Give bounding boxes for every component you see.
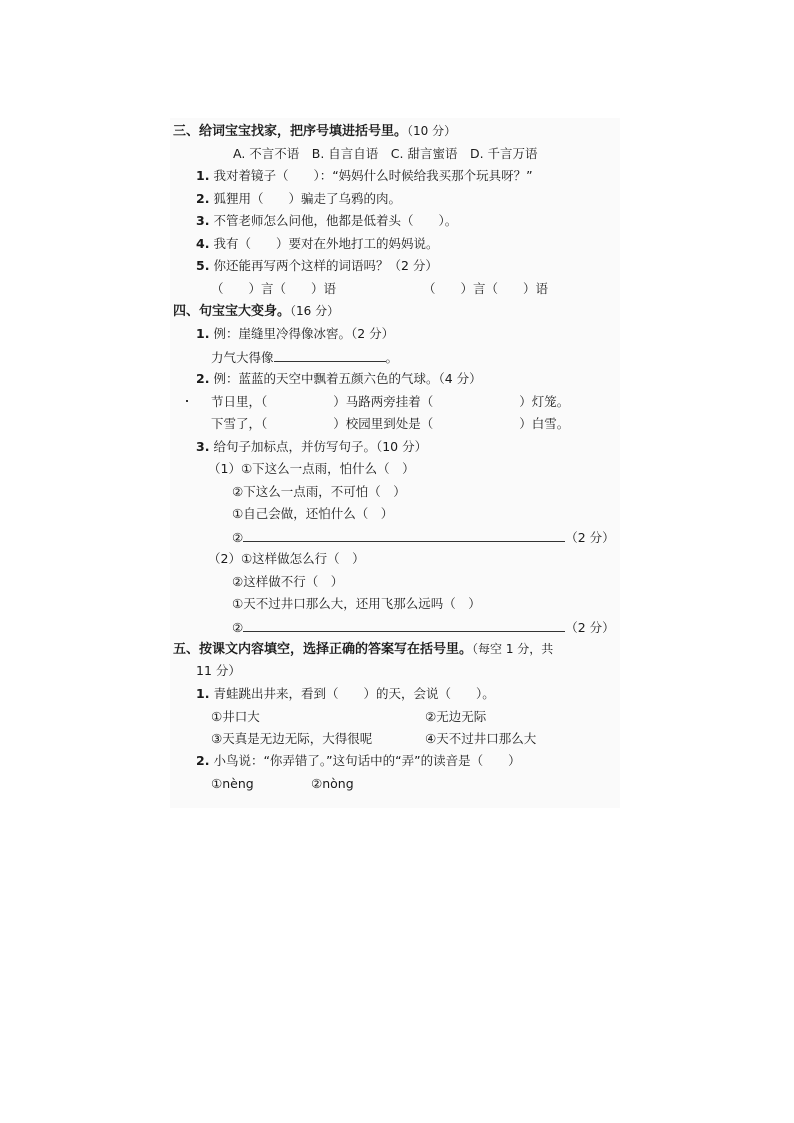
s5-q2-text: 小鸟说：“你弄错了。”这句话中的“弄”的读音是（ ） xyxy=(213,753,521,768)
section-5-heading: 五、按课文内容填空，选择正确的答案写在括号里。 xyxy=(173,642,473,657)
s4-p1-line-1: （1）①下这么一点雨，怕什么（ ） xyxy=(208,461,415,476)
s5-option-4: ④天不过井口那么大 xyxy=(425,731,537,746)
s4-q2-b-part1: 下雪了，（ xyxy=(211,416,268,431)
section-3-heading: 三、给词宝宝找家，把序号填进括号里。 xyxy=(173,124,408,139)
s4-q1-number: 1. xyxy=(196,326,210,341)
s4-q1-suffix: 。 xyxy=(385,350,399,365)
s4-q2-a-part2: ）马路两旁挂着（ xyxy=(333,394,434,409)
s4-q2-line-b xyxy=(211,416,569,432)
s3-question-5 xyxy=(196,258,438,274)
s3-q3-number: 3. xyxy=(196,213,210,228)
s4-q3-number: 3. xyxy=(196,439,210,454)
s4-q1-prefix: 力气大得像 xyxy=(211,350,274,365)
answer-underline xyxy=(274,349,386,362)
s4-q3-text: 给句子加标点，并仿写句子。（10 分） xyxy=(213,439,428,454)
section-3-options: A. 不言不语 B. 自言自语 C. 甜言蜜语 D. 千言万语 xyxy=(233,146,538,161)
s4-p1-marker: ② xyxy=(232,530,244,545)
s4-question-3 xyxy=(196,439,427,455)
s4-q2-a-part1: 节日里，（ xyxy=(211,394,268,409)
s4-p1-line-2: ②下这么一点雨，不可怕（ ） xyxy=(232,484,406,499)
s4-p1-points: （2 分） xyxy=(565,530,615,545)
s3-question-2 xyxy=(196,191,401,207)
s3-q5-answer-a: （ ）言（ ）语 xyxy=(211,281,337,296)
s4-p1-line-4 xyxy=(232,529,615,546)
s4-p1-line-3: ①自己会做，还怕什么（ ） xyxy=(232,506,394,521)
s5-option-2: ②无边无际 xyxy=(425,709,487,724)
s3-q2-number: 2. xyxy=(196,191,210,206)
s4-p2-line-4 xyxy=(232,619,615,636)
s4-q2-text: 例：蓝蓝的天空中飘着五颜六色的气球。（4 分） xyxy=(213,371,482,386)
section-4-title xyxy=(173,303,339,320)
s3-q5-text: 你还能再写两个这样的词语吗？（2 分） xyxy=(213,258,438,273)
s5-q1-text: 青蛙跳出井来，看到（ ）的天，会说（ ）。 xyxy=(213,686,495,701)
s3-q3-text: 不管老师怎么问他，他都是低着头（ ）。 xyxy=(213,213,458,228)
section-5-points-cont: 11 分） xyxy=(196,663,241,678)
s5-question-1 xyxy=(196,686,495,702)
s4-p2-points: （2 分） xyxy=(565,620,615,635)
s5-q1-number: 1. xyxy=(196,686,210,701)
s3-question-1 xyxy=(196,168,533,184)
s4-question-2 xyxy=(196,371,482,387)
s4-question-1 xyxy=(196,326,394,342)
s3-question-3 xyxy=(196,213,457,229)
s3-q4-text: 我有（ ）要对在外地打工的妈妈说。 xyxy=(213,236,439,251)
section-3-points: （10 分） xyxy=(407,124,457,138)
s4-q2-number: 2. xyxy=(196,371,210,386)
s3-q2-text: 狐狸用（ ）骗走了乌鸦的肉。 xyxy=(213,191,401,206)
s4-q1-fill-line xyxy=(211,349,398,366)
section-3-title xyxy=(173,123,456,140)
s3-q5-answer-b: （ ）言（ ）语 xyxy=(423,281,549,296)
s3-q5-number: 5. xyxy=(196,258,210,273)
s4-q2-b-part3: ）白雪。 xyxy=(519,416,570,431)
section-5-points: （每空 1 分，共 xyxy=(472,642,554,656)
s4-p2-line-2: ②这样做不行（ ） xyxy=(232,574,344,589)
s5-reading-2: ②nòng xyxy=(311,776,354,791)
s5-reading-1: ①nèng xyxy=(211,776,254,791)
s4-q2-b-part2: ）校园里到处是（ xyxy=(333,416,434,431)
s4-p2-line-3: ①天不过井口那么大，还用飞那么远吗（ ） xyxy=(232,596,481,611)
s5-question-2 xyxy=(196,753,521,769)
section-4-points: （16 分） xyxy=(290,304,340,318)
answer-underline xyxy=(243,529,565,542)
s5-option-3: ③天真是无边无际，大得很呢 xyxy=(211,731,373,746)
s3-q1-text: 我对着镜子（ ）：“妈妈什么时候给我买那个玩具呀？” xyxy=(213,168,533,183)
s3-q1-number: 1. xyxy=(196,168,210,183)
speck-mark xyxy=(186,400,188,402)
s3-question-4 xyxy=(196,236,438,252)
section-4-heading: 四、句宝宝大变身。 xyxy=(173,304,291,319)
s5-option-1: ①井口大 xyxy=(211,709,260,724)
section-5-title xyxy=(173,641,553,658)
answer-underline xyxy=(243,619,565,632)
s4-p2-marker: ② xyxy=(232,620,244,635)
s4-q1-text: 例：崖缝里冷得像冰窖。（2 分） xyxy=(213,326,395,341)
s4-p2-line-1: （2）①这样做怎么行（ ） xyxy=(208,551,365,566)
s5-q2-number: 2. xyxy=(196,753,210,768)
s3-q4-number: 4. xyxy=(196,236,210,251)
s4-q2-line-a xyxy=(211,394,569,410)
s4-q2-a-part3: ）灯笼。 xyxy=(519,394,570,409)
